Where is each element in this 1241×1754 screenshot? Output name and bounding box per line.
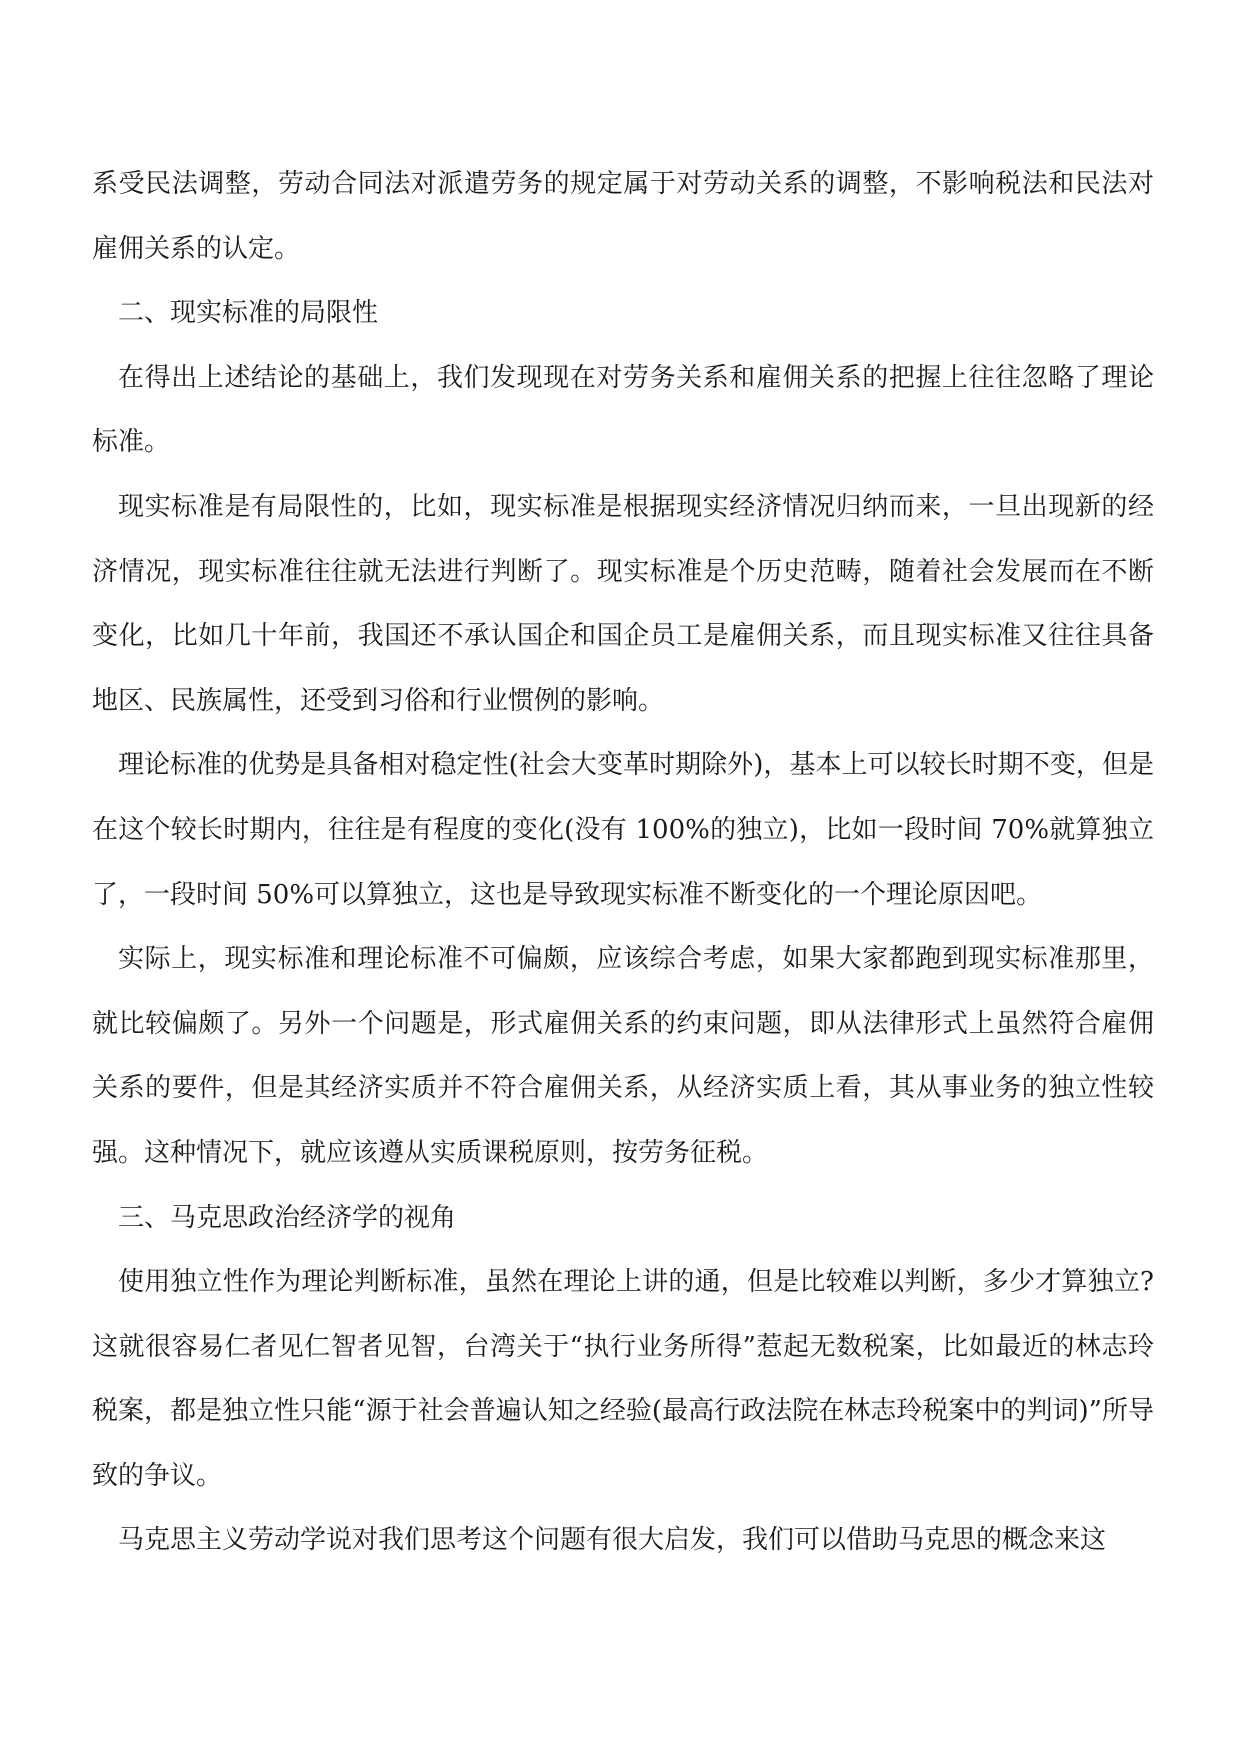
paragraph: 现实标准是有局限性的，比如，现实标准是根据现实经济情况归纳而来，一旦出现新的经济情况，现实标准往往就无法进行判断了。现实标准是个历史范畴，随着社会发展而在不断变化，比如几十年前，我国还不承认国企和国企员工是雇佣关系，而且现实标准又往往具备地区、民族属性，还受到习俗和行业惯例的影响。	[92, 491, 1154, 716]
paragraph: 在得出上述结论的基础上，我们发现现在对劳务关系和雇佣关系的把握上往往忽略了理论标准。	[92, 362, 1154, 458]
paragraph: 实际上，现实标准和理论标准不可偏颇，应该综合考虑，如果大家都跑到现实标准那里，就比较偏颇了。另外一个问题是，形式雇佣关系的约束问题，即从法律形式上虽然符合雇佣关系的要件，但是其经济实质并不符合雇佣关系，从经济实质上看，其从事业务的独立性较强。这种情况下，就应该遵从实质课税原则，按劳务征税。	[92, 944, 1154, 1168]
paragraph: 马克思主义劳动学说对我们思考这个问题有很大启发，我们可以借助马克思的概念来这	[118, 1525, 1107, 1556]
section-heading-2: 二、现实标准的局限性	[118, 298, 379, 329]
paragraph: 理论标准的优势是具备相对稳定性(社会大变革时期除外)，基本上可以较长时期不变，但是在这个较长时期内，往往是有程度的变化(没有 100%的独立)，比如一段时间 70%就算独立了，一段时间 50%可以算独立，这也是导致现实标准不断变化的一个理论原因吧。	[92, 750, 1154, 910]
paragraph: 使用独立性作为理论判断标准，虽然在理论上讲的通，但是比较难以判断，多少才算独立?这就很容易仁者见仁智者见智，台湾关于“执行业务所得”惹起无数税案，比如最近的林志玲税案，都是独立性只能“源于社会普遍认知之经验(最高行政法院在林志玲税案中的判词)”所导致的争议。	[92, 1267, 1154, 1491]
section-heading-3: 三、马克思政治经济学的视角	[118, 1202, 457, 1233]
document-body	[92, 152, 1154, 1573]
continuation-paragraph: 系受民法调整，劳动合同法对派遣劳务的规定属于对劳动关系的调整，不影响税法和民法对雇佣关系的认定。	[92, 169, 1154, 264]
